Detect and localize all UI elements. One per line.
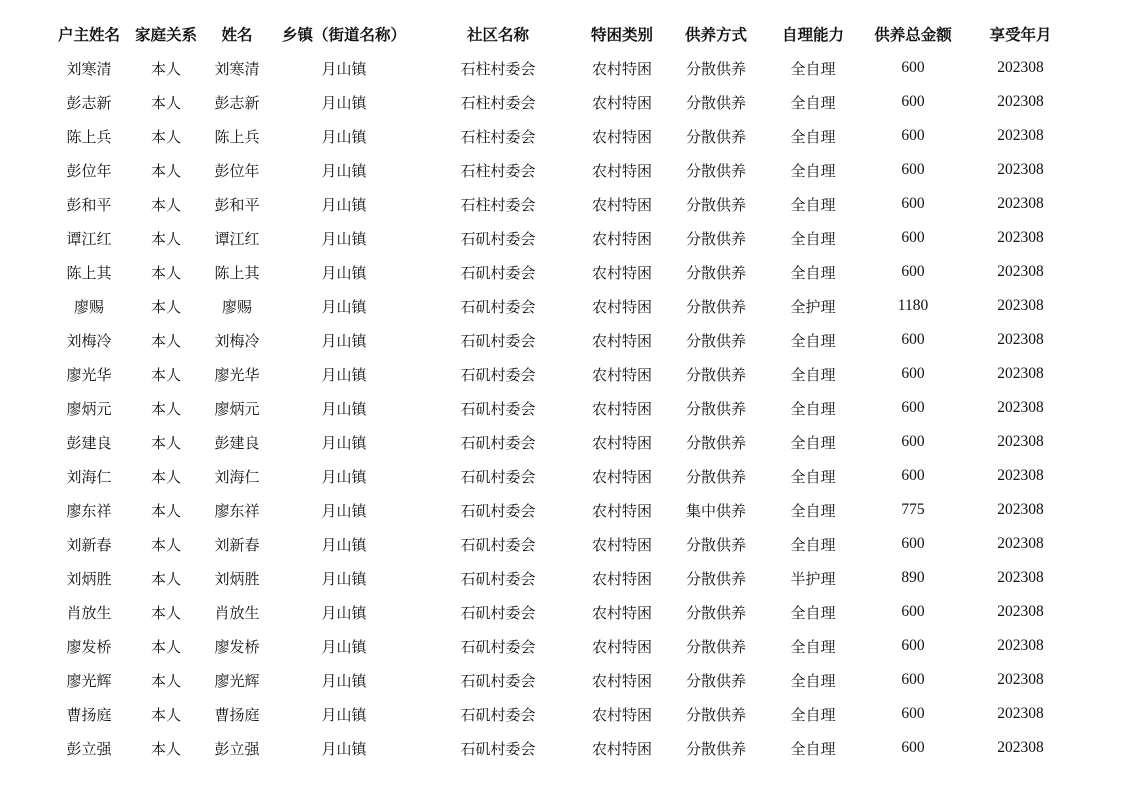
cell-category: 农村特困: [591, 127, 652, 146]
cell-community: 石矶村委会: [460, 671, 536, 690]
cell-family-relation: 本人: [150, 433, 181, 452]
table-row: [51, 425, 1076, 459]
cell-category: 农村特困: [591, 739, 652, 758]
column-header-name: 姓名: [221, 26, 253, 44]
cell-householder-name: 刘寒清: [66, 59, 112, 78]
cell-month: 202308: [997, 705, 1044, 722]
column-header-self-care: 自理能力: [781, 26, 844, 44]
cell-support-mode: 分散供养: [685, 59, 746, 78]
cell-township: 月山镇: [321, 739, 367, 758]
cell-month: 202308: [997, 637, 1044, 654]
cell-householder-name: 廖赐: [73, 297, 104, 316]
cell-name: 廖东祥: [214, 501, 260, 520]
cell-householder-name: 刘新春: [66, 535, 112, 554]
table-row: [51, 493, 1076, 527]
cell-township: 月山镇: [321, 263, 367, 282]
cell-community: 石矶村委会: [460, 569, 536, 588]
column-header-category: 特困类别: [590, 26, 653, 44]
cell-support-mode: 分散供养: [685, 229, 746, 248]
cell-community: 石柱村委会: [460, 59, 536, 78]
cell-self-care: 全自理: [790, 739, 836, 758]
cell-category: 农村特困: [591, 93, 652, 112]
cell-community: 石矶村委会: [460, 467, 536, 486]
cell-month: 202308: [997, 297, 1044, 314]
table-body: [51, 51, 1076, 765]
cell-township: 月山镇: [321, 569, 367, 588]
cell-name: 廖炳元: [214, 399, 260, 418]
cell-family-relation: 本人: [150, 705, 181, 724]
cell-support-mode: 分散供养: [685, 399, 746, 418]
cell-township: 月山镇: [321, 195, 367, 214]
cell-self-care: 全自理: [790, 705, 836, 724]
support-table: [51, 17, 1076, 765]
cell-support-mode: 分散供养: [685, 195, 746, 214]
cell-self-care: 全自理: [790, 365, 836, 384]
cell-householder-name: 刘梅冷: [66, 331, 112, 350]
table-row: [51, 561, 1076, 595]
cell-township: 月山镇: [321, 127, 367, 146]
table-row: [51, 663, 1076, 697]
table-row: [51, 629, 1076, 663]
column-header-householder-name: 户主姓名: [57, 26, 120, 44]
cell-householder-name: 刘海仁: [66, 467, 112, 486]
cell-householder-name: 谭江红: [66, 229, 112, 248]
cell-community: 石矶村委会: [460, 603, 536, 622]
cell-householder-name: 陈上兵: [66, 127, 112, 146]
cell-amount: 600: [901, 467, 925, 484]
cell-householder-name: 彭志新: [66, 93, 112, 112]
cell-month: 202308: [997, 569, 1044, 586]
cell-family-relation: 本人: [150, 161, 181, 180]
cell-category: 农村特困: [591, 331, 652, 350]
cell-month: 202308: [997, 365, 1044, 382]
cell-category: 农村特困: [591, 297, 652, 316]
cell-community: 石矶村委会: [460, 501, 536, 520]
cell-family-relation: 本人: [150, 59, 181, 78]
cell-amount: 600: [901, 637, 925, 654]
cell-support-mode: 分散供养: [685, 161, 746, 180]
cell-township: 月山镇: [321, 229, 367, 248]
cell-township: 月山镇: [321, 93, 367, 112]
cell-self-care: 全护理: [790, 297, 836, 316]
cell-support-mode: 分散供养: [685, 93, 746, 112]
cell-community: 石柱村委会: [460, 127, 536, 146]
table-row: [51, 51, 1076, 85]
cell-householder-name: 廖东祥: [66, 501, 112, 520]
cell-householder-name: 廖炳元: [66, 399, 112, 418]
cell-family-relation: 本人: [150, 127, 181, 146]
cell-amount: 600: [901, 195, 925, 212]
table-row: [51, 221, 1076, 255]
cell-family-relation: 本人: [150, 467, 181, 486]
cell-township: 月山镇: [321, 399, 367, 418]
cell-community: 石矶村委会: [460, 399, 536, 418]
cell-support-mode: 分散供养: [685, 433, 746, 452]
table-header: [51, 17, 1076, 51]
cell-support-mode: 集中供养: [685, 501, 746, 520]
cell-name: 刘寒清: [214, 59, 260, 78]
cell-community: 石矶村委会: [460, 637, 536, 656]
cell-householder-name: 刘炳胜: [66, 569, 112, 588]
table-row: [51, 697, 1076, 731]
cell-township: 月山镇: [321, 161, 367, 180]
cell-amount: 890: [901, 569, 925, 586]
cell-amount: 600: [901, 263, 925, 280]
cell-householder-name: 廖发桥: [66, 637, 112, 656]
cell-name: 曹扬庭: [214, 705, 260, 724]
cell-self-care: 全自理: [790, 501, 836, 520]
cell-family-relation: 本人: [150, 569, 181, 588]
cell-family-relation: 本人: [150, 229, 181, 248]
cell-name: 刘新春: [214, 535, 260, 554]
cell-community: 石矶村委会: [460, 365, 536, 384]
column-header-month: 享受年月: [989, 26, 1052, 44]
cell-name: 谭江红: [214, 229, 260, 248]
cell-support-mode: 分散供养: [685, 127, 746, 146]
table-row: [51, 731, 1076, 765]
cell-name: 彭和平: [214, 195, 260, 214]
cell-amount: 600: [901, 365, 925, 382]
cell-township: 月山镇: [321, 501, 367, 520]
cell-support-mode: 分散供养: [685, 297, 746, 316]
cell-self-care: 全自理: [790, 263, 836, 282]
cell-support-mode: 分散供养: [685, 637, 746, 656]
table-row: [51, 357, 1076, 391]
cell-category: 农村特困: [591, 263, 652, 282]
cell-name: 彭立强: [214, 739, 260, 758]
cell-householder-name: 曹扬庭: [66, 705, 112, 724]
cell-amount: 600: [901, 229, 925, 246]
cell-township: 月山镇: [321, 433, 367, 452]
cell-community: 石矶村委会: [460, 263, 536, 282]
cell-name: 廖发桥: [214, 637, 260, 656]
cell-name: 彭位年: [214, 161, 260, 180]
cell-category: 农村特困: [591, 59, 652, 78]
cell-name: 刘梅冷: [214, 331, 260, 350]
cell-amount: 600: [901, 161, 925, 178]
document-sheet: [51, 17, 1076, 765]
cell-community: 石矶村委会: [460, 705, 536, 724]
table-row: [51, 527, 1076, 561]
cell-community: 石柱村委会: [460, 195, 536, 214]
cell-month: 202308: [997, 59, 1044, 76]
cell-township: 月山镇: [321, 59, 367, 78]
cell-family-relation: 本人: [150, 263, 181, 282]
cell-support-mode: 分散供养: [685, 739, 746, 758]
table-row: [51, 187, 1076, 221]
cell-self-care: 全自理: [790, 535, 836, 554]
cell-householder-name: 彭建良: [66, 433, 112, 452]
cell-family-relation: 本人: [150, 365, 181, 384]
cell-amount: 600: [901, 671, 925, 688]
cell-category: 农村特困: [591, 535, 652, 554]
cell-support-mode: 分散供养: [685, 569, 746, 588]
cell-family-relation: 本人: [150, 501, 181, 520]
cell-amount: 600: [901, 399, 925, 416]
cell-township: 月山镇: [321, 603, 367, 622]
cell-name: 肖放生: [214, 603, 260, 622]
table-row: [51, 85, 1076, 119]
cell-month: 202308: [997, 161, 1044, 178]
cell-community: 石矶村委会: [460, 433, 536, 452]
cell-self-care: 全自理: [790, 671, 836, 690]
cell-name: 彭志新: [214, 93, 260, 112]
cell-township: 月山镇: [321, 331, 367, 350]
cell-support-mode: 分散供养: [685, 467, 746, 486]
cell-month: 202308: [997, 229, 1044, 246]
cell-month: 202308: [997, 195, 1044, 212]
cell-self-care: 全自理: [790, 195, 836, 214]
cell-name: 刘炳胜: [214, 569, 260, 588]
cell-self-care: 全自理: [790, 603, 836, 622]
cell-community: 石矶村委会: [460, 229, 536, 248]
cell-month: 202308: [997, 433, 1044, 450]
cell-category: 农村特困: [591, 501, 652, 520]
cell-community: 石矶村委会: [460, 331, 536, 350]
cell-householder-name: 彭位年: [66, 161, 112, 180]
cell-support-mode: 分散供养: [685, 331, 746, 350]
cell-self-care: 全自理: [790, 161, 836, 180]
cell-name: 廖光辉: [214, 671, 260, 690]
table-row: [51, 459, 1076, 493]
cell-support-mode: 分散供养: [685, 263, 746, 282]
cell-self-care: 全自理: [790, 229, 836, 248]
cell-support-mode: 分散供养: [685, 705, 746, 724]
table-row: [51, 323, 1076, 357]
cell-township: 月山镇: [321, 637, 367, 656]
cell-amount: 600: [901, 603, 925, 620]
cell-community: 石柱村委会: [460, 161, 536, 180]
cell-amount: 600: [901, 127, 925, 144]
cell-category: 农村特困: [591, 161, 652, 180]
cell-month: 202308: [997, 501, 1044, 518]
cell-category: 农村特困: [591, 637, 652, 656]
cell-township: 月山镇: [321, 535, 367, 554]
cell-category: 农村特困: [591, 229, 652, 248]
table-row: [51, 391, 1076, 425]
cell-self-care: 全自理: [790, 93, 836, 112]
cell-family-relation: 本人: [150, 671, 181, 690]
column-header-community: 社区名称: [466, 26, 529, 44]
cell-self-care: 半护理: [790, 569, 836, 588]
cell-householder-name: 彭和平: [66, 195, 112, 214]
cell-amount: 1180: [897, 297, 929, 314]
cell-self-care: 全自理: [790, 467, 836, 486]
cell-amount: 775: [901, 501, 925, 518]
cell-township: 月山镇: [321, 671, 367, 690]
cell-support-mode: 分散供养: [685, 671, 746, 690]
table-row: [51, 289, 1076, 323]
cell-family-relation: 本人: [150, 93, 181, 112]
cell-community: 石柱村委会: [460, 93, 536, 112]
table-row: [51, 595, 1076, 629]
cell-amount: 600: [901, 739, 925, 756]
table-row: [51, 255, 1076, 289]
cell-self-care: 全自理: [790, 59, 836, 78]
cell-month: 202308: [997, 93, 1044, 110]
cell-township: 月山镇: [321, 297, 367, 316]
cell-support-mode: 分散供养: [685, 535, 746, 554]
cell-township: 月山镇: [321, 467, 367, 486]
cell-householder-name: 彭立强: [66, 739, 112, 758]
cell-category: 农村特困: [591, 195, 652, 214]
cell-month: 202308: [997, 467, 1044, 484]
cell-support-mode: 分散供养: [685, 603, 746, 622]
cell-category: 农村特困: [591, 365, 652, 384]
cell-householder-name: 陈上其: [66, 263, 112, 282]
table-row: [51, 153, 1076, 187]
column-header-family-relation: 家庭关系: [134, 26, 197, 44]
cell-householder-name: 肖放生: [66, 603, 112, 622]
table-row: [51, 119, 1076, 153]
column-header-township: 乡镇（街道名称）: [281, 26, 406, 44]
cell-self-care: 全自理: [790, 331, 836, 350]
cell-amount: 600: [901, 93, 925, 110]
cell-family-relation: 本人: [150, 535, 181, 554]
cell-category: 农村特困: [591, 603, 652, 622]
cell-family-relation: 本人: [150, 603, 181, 622]
cell-family-relation: 本人: [150, 739, 181, 758]
cell-self-care: 全自理: [790, 637, 836, 656]
cell-family-relation: 本人: [150, 331, 181, 350]
cell-name: 廖光华: [214, 365, 260, 384]
cell-name: 刘海仁: [214, 467, 260, 486]
cell-community: 石矶村委会: [460, 297, 536, 316]
cell-community: 石矶村委会: [460, 739, 536, 758]
cell-month: 202308: [997, 331, 1044, 348]
cell-name: 彭建良: [214, 433, 260, 452]
cell-category: 农村特困: [591, 671, 652, 690]
cell-support-mode: 分散供养: [685, 365, 746, 384]
header-row: [51, 17, 1076, 51]
cell-month: 202308: [997, 535, 1044, 552]
cell-amount: 600: [901, 331, 925, 348]
cell-month: 202308: [997, 127, 1044, 144]
cell-self-care: 全自理: [790, 127, 836, 146]
cell-self-care: 全自理: [790, 399, 836, 418]
cell-category: 农村特困: [591, 433, 652, 452]
cell-amount: 600: [901, 59, 925, 76]
cell-householder-name: 廖光辉: [66, 671, 112, 690]
column-header-support-mode: 供养方式: [684, 26, 747, 44]
cell-name: 廖赐: [221, 297, 252, 316]
cell-month: 202308: [997, 739, 1044, 756]
cell-family-relation: 本人: [150, 399, 181, 418]
cell-family-relation: 本人: [150, 195, 181, 214]
column-header-amount: 供养总金额: [874, 26, 952, 44]
cell-category: 农村特困: [591, 569, 652, 588]
cell-self-care: 全自理: [790, 433, 836, 452]
cell-family-relation: 本人: [150, 637, 181, 656]
cell-householder-name: 廖光华: [66, 365, 112, 384]
cell-category: 农村特困: [591, 467, 652, 486]
cell-month: 202308: [997, 671, 1044, 688]
cell-amount: 600: [901, 433, 925, 450]
cell-month: 202308: [997, 263, 1044, 280]
cell-amount: 600: [901, 535, 925, 552]
cell-community: 石矶村委会: [460, 535, 536, 554]
cell-name: 陈上兵: [214, 127, 260, 146]
cell-category: 农村特困: [591, 399, 652, 418]
cell-category: 农村特困: [591, 705, 652, 724]
cell-amount: 600: [901, 705, 925, 722]
cell-township: 月山镇: [321, 365, 367, 384]
cell-month: 202308: [997, 399, 1044, 416]
cell-month: 202308: [997, 603, 1044, 620]
cell-name: 陈上其: [214, 263, 260, 282]
cell-township: 月山镇: [321, 705, 367, 724]
cell-family-relation: 本人: [150, 297, 181, 316]
